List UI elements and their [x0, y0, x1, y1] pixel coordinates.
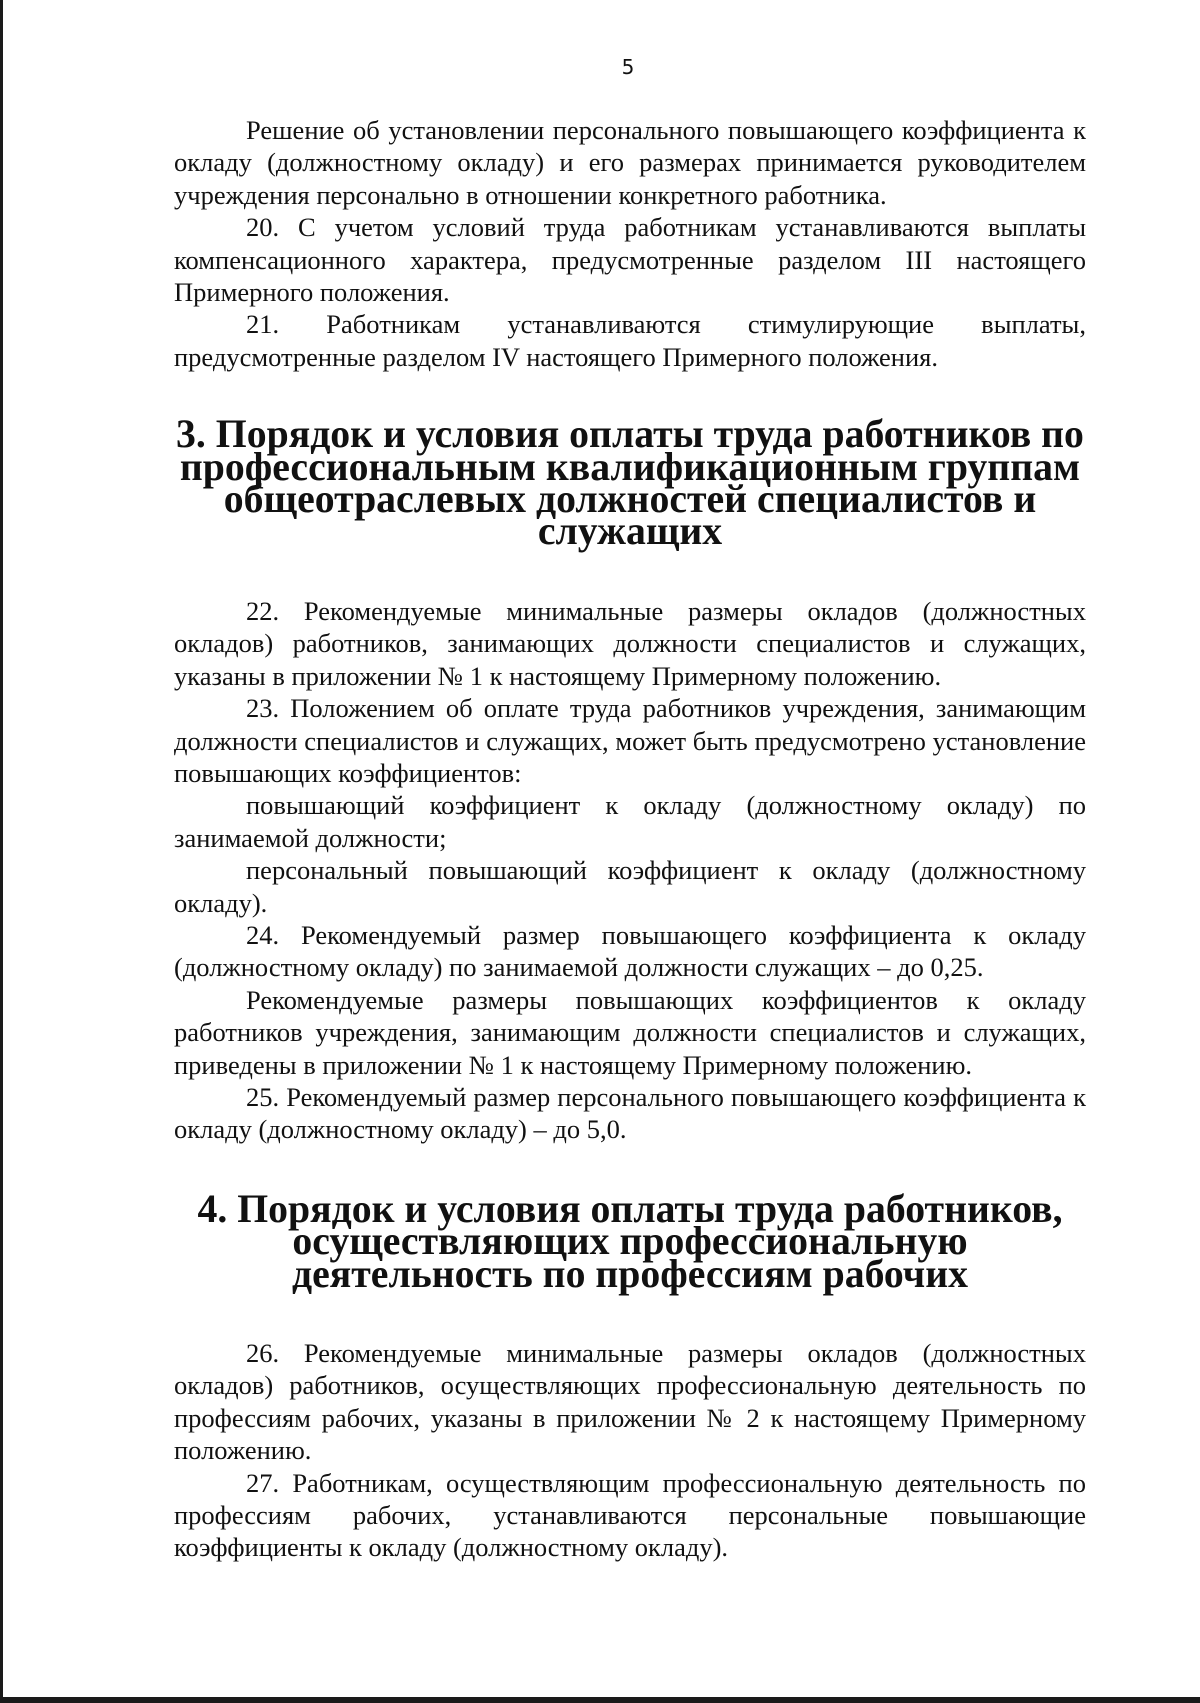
- document-body: [174, 114, 1086, 1564]
- paragraph-21: 21. Работникам устанавливаются стимулирующие выплаты, предусмотренные разделом IV настоящего Примерного положения.: [174, 309, 1086, 372]
- paragraph-24: 24. Рекомендуемый размер повышающего коэффициента к окладу (должностному окладу) по занимаемой должности служащих – до 0,25.: [174, 919, 1086, 983]
- scan-edge-bottom: [0, 1697, 1200, 1703]
- paragraph-23-item-position-coefficient: повышающий коэффициент к окладу (должностному окладу) по занимаемой должности;: [174, 790, 1086, 853]
- section-heading-4: [174, 1186, 1086, 1296]
- scan-edge-left: [0, 0, 3, 1703]
- page-number: 5: [621, 55, 635, 79]
- paragraph-24-coefficients-appendix: Рекомендуемые размеры повышающих коэффициентов к окладу работников учреждения, занимающим должности специалистов и служащих, приведены в приложении № 1 к настоящему Примерному положению.: [174, 984, 1086, 1080]
- paragraph-20: 20. С учетом условий труда работникам устанавливаются выплаты компенсационного характера, предусмотренные разделом III настоящего Примерного положения.: [174, 212, 1086, 308]
- section-heading-3-text: 3. Порядок и условия оплаты труда работников по профессиональным квалификационным группам общеотраслевых должностей специалистов и служащих: [176, 412, 1084, 554]
- paragraph-26: 26. Рекомендуемые минимальные размеры окладов (должностных окладов) работников, осуществляющих профессиональную деятельность по профессиям рабочих, указаны в приложении № 2 к настоящему Примерному положению.: [174, 1338, 1086, 1466]
- paragraph-23: 23. Положением об оплате труда работников учреждения, занимающим должности специалистов и служащих, может быть предусмотрено установление повышающих коэффициентов:: [174, 693, 1086, 788]
- paragraph-27: 27. Работникам, осуществляющим профессиональную деятельность по профессиям рабочих, устанавливаются персональные повышающие коэффициенты к окладу (должностному окладу).: [174, 1467, 1086, 1563]
- paragraph-23-item-personal-coefficient: персональный повышающий коэффициент к окладу (должностному окладу).: [174, 855, 1086, 918]
- paragraph-22: 22. Рекомендуемые минимальные размеры окладов (должностных окладов) работников, занимающих должности специалистов и служащих, указаны в приложении № 1 к настоящему Примерному положению.: [174, 595, 1086, 691]
- paragraph-personal-coefficient-decision: Решение об установлении персонального повышающего коэффициента к окладу (должностному окладу) и его размерах принимается руководителем учреждения персонально в отношении конкретного работника.: [174, 115, 1086, 210]
- section-heading-3: [174, 412, 1086, 554]
- section-heading-4-text: 4. Порядок и условия оплаты труда работников, осуществляющих профессиональную деятельность по профессиям рабочих: [197, 1186, 1063, 1296]
- paragraph-25: 25. Рекомендуемый размер персонального повышающего коэффициента к окладу (должностному окладу) – до 5,0.: [174, 1081, 1086, 1145]
